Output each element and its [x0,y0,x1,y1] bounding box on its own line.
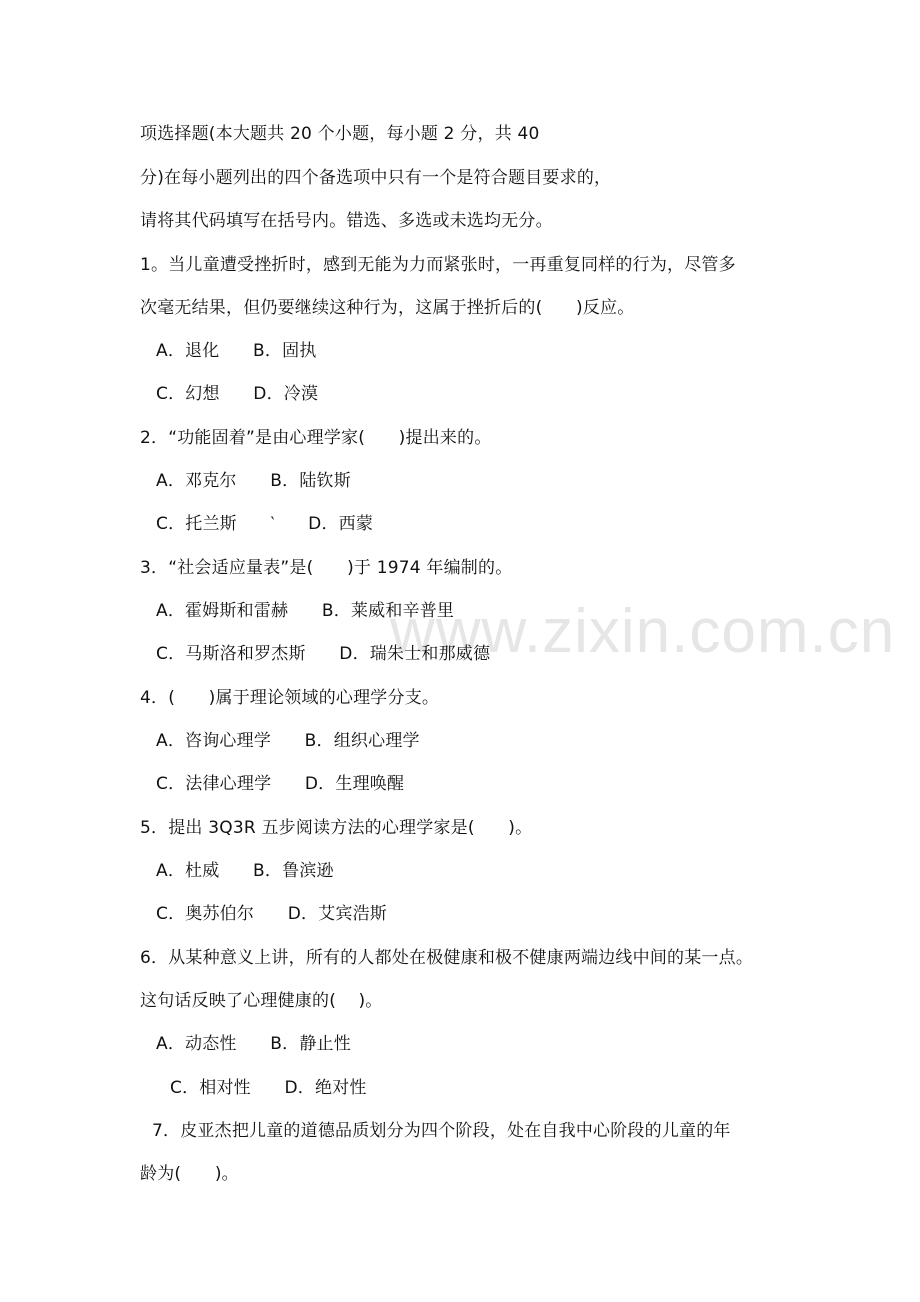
question-6-options-cd: C．相对性 D．绝对性 [170,1078,367,1098]
question-5-stem: 5．提出 3Q3R 五步阅读方法的心理学家是( )。 [140,818,533,838]
instructions-line-3: 请将其代码填写在括号内。错选、多选或未选均无分。 [140,211,553,231]
question-3-options-cd: C．马斯洛和罗杰斯 D．瑞朱士和那威德 [156,644,491,664]
question-1-options-ab: A．退化 B．固执 [156,341,317,361]
question-6-stem-line-2: 这句话反映了心理健康的( )。 [140,991,383,1011]
question-1-stem-line-2: 次毫无结果，但仍要继续这种行为，这属于挫折后的( )反应。 [140,298,635,318]
question-6-options-ab: A．动态性 B．静止性 [156,1034,351,1054]
question-4-options-ab: A．咨询心理学 B．组织心理学 [156,731,420,751]
watermark: www.zixin.com.cn [390,597,896,666]
instructions-line-2: 分)在每小题列出的四个备选项中只有一个是符合题目要求的， [140,168,612,188]
question-1-stem-line-1: 1。当儿童遭受挫折时，感到无能为力而紧张时，一再重复同样的行为，尽管多 [140,255,736,275]
question-7-stem-line-2: 龄为( )。 [140,1164,239,1184]
question-4-options-cd: C．法律心理学 D．生理唤醒 [156,774,405,794]
question-6-stem-line-1: 6．从某种意义上讲，所有的人都处在极健康和极不健康两端边线中间的某一点。 [140,948,754,968]
question-3-stem: 3．“社会适应量表”是( )于 1974 年编制的。 [140,558,513,578]
question-5-options-cd: C．奥苏伯尔 D．艾宾浩斯 [156,904,387,924]
question-3-options-ab: A．霍姆斯和雷赫 B．莱威和辛普里 [156,601,455,621]
question-7-stem-line-1: 7．皮亚杰把儿童的道德品质划分为四个阶段，处在自我中心阶段的儿童的年 [152,1121,731,1141]
question-1-options-cd: C．幻想 D．冷漠 [156,384,319,404]
question-2-options-ab: A．邓克尔 B．陆钦斯 [156,471,351,491]
question-2-stem: 2．“功能固着”是由心理学家( )提出来的。 [140,428,492,448]
instructions-line-1: 项选择题(本大题共 20 个小题，每小题 2 分，共 40 [140,124,540,144]
question-4-stem: 4．( )属于理论领域的心理学分支。 [140,688,440,708]
question-5-options-ab: A．杜威 B．鲁滨逊 [156,861,334,881]
question-2-options-cd: C．托兰斯 ‵ D．西蒙 [156,514,374,534]
